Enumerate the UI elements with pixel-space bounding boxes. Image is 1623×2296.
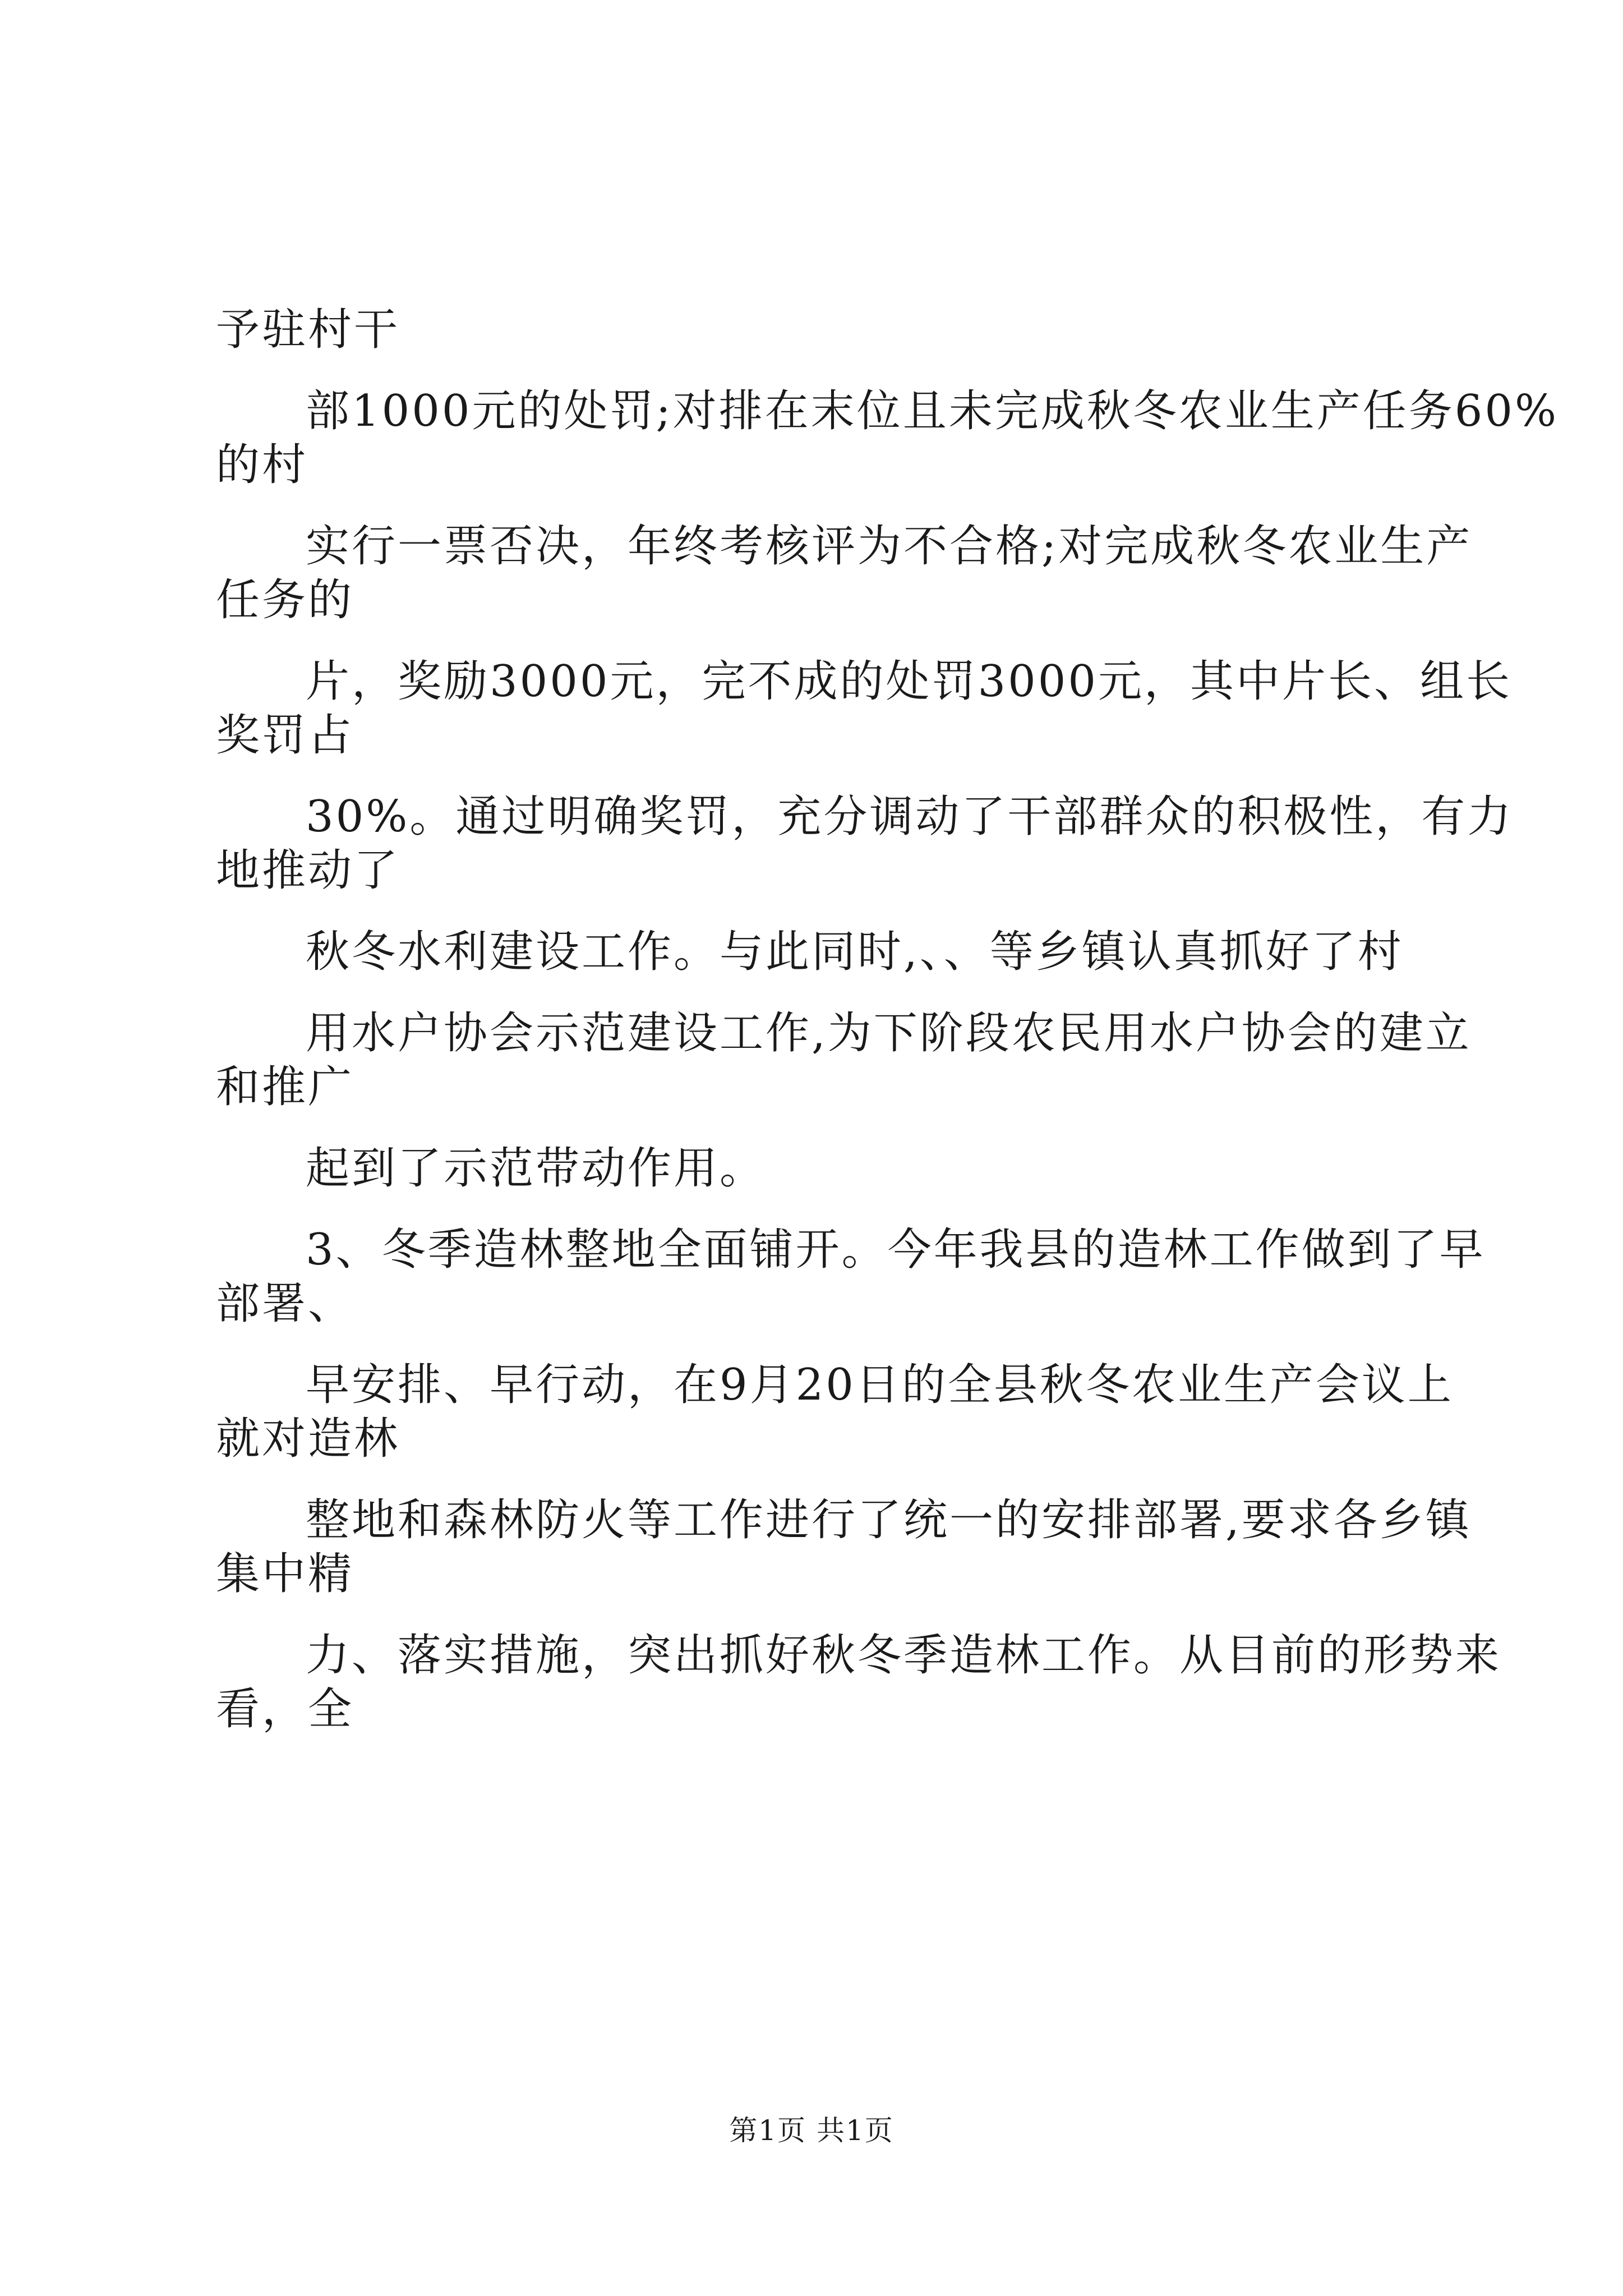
text-line: 用水户协会示范建设工作,为下阶段农民用水户协会的建立 [306,1008,1472,1059]
page-footer: 第1页 共1页 [729,2114,894,2147]
text-line: 起到了示范带动作用。 [306,1143,766,1194]
text-line: 予驻村干 [216,305,400,355]
text-line: 力、落实措施，突出抓好秋冬季造林工作。从目前的形势来 [306,1630,1502,1681]
body-text [216,303,1559,1736]
text-line: 奖罚占 [216,710,354,761]
text-line: 30%。通过明确奖罚，充分调动了干部群众的积极性，有力 [306,792,1514,842]
text-line: 地推动了 [216,845,400,896]
text-line: 3、冬季造林整地全面铺开。今年我县的造林工作做到了早 [306,1225,1486,1275]
text-line: 看，全 [216,1684,354,1734]
text-line: 的村 [216,440,308,490]
text-line: 整地和森林防火等工作进行了统一的安排部署,要求各乡镇 [306,1495,1472,1545]
text-line: 秋冬水利建设工作。与此同时,、、等乡镇认真抓好了村 [306,927,1404,977]
text-line: 集中精 [216,1549,354,1599]
text-line: 任务的 [216,575,354,625]
text-line: 部1000元的处罚;对排在末位且未完成秋冬农业生产任务60% [306,386,1559,436]
text-line: 早安排、早行动，在9月20日的全县秋冬农业生产会议上 [306,1360,1454,1410]
text-line: 和推广 [216,1062,354,1112]
text-line: 实行一票否决，年终考核评为不合格;对完成秋冬农业生产 [306,521,1473,572]
text-line: 部署、 [216,1278,354,1329]
text-line: 片，奖励3000元，完不成的处罚3000元，其中片长、组长 [306,656,1513,707]
text-line: 就对造林 [216,1414,400,1464]
